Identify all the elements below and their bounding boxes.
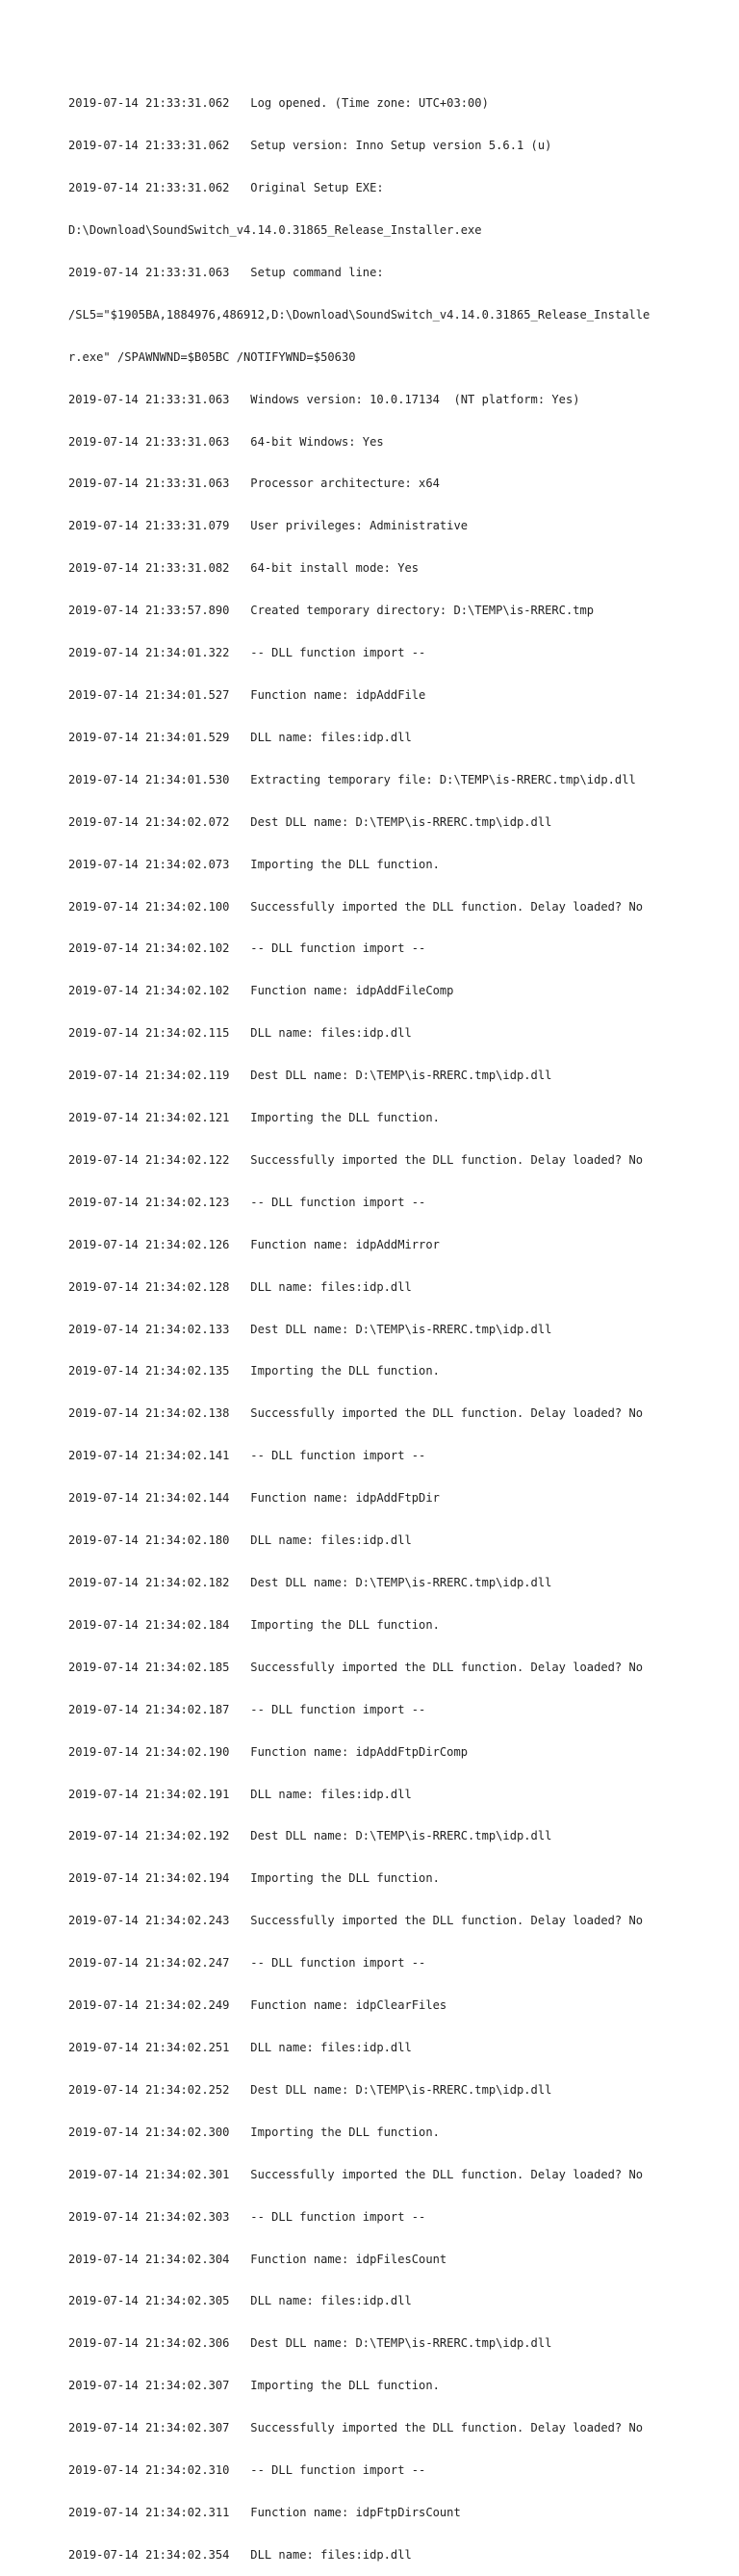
log-line: 2019-07-14 21:34:02.141 -- DLL function import -- (68, 1449, 426, 1463)
log-line: 2019-07-14 21:34:02.311 Function name: idpFtpDirsCount (68, 2505, 461, 2519)
log-line: 2019-07-14 21:34:02.123 -- DLL function import -- (68, 1195, 426, 1209)
log-line: 2019-07-14 21:34:02.102 Function name: idpAddFileComp (68, 984, 454, 998)
log-line: 2019-07-14 21:34:02.303 -- DLL function import -- (68, 2209, 426, 2224)
log-line: 2019-07-14 21:34:02.126 Function name: idpAddMirror (68, 1237, 440, 1251)
log-line: 2019-07-14 21:33:31.062 Original Setup EXE: (68, 181, 384, 195)
log-line: 2019-07-14 21:34:02.119 Dest DLL name: D:\TEMP\is-RRERC.tmp\idp.dll (68, 1069, 552, 1083)
log-text-block (68, 68, 684, 2576)
log-line: D:\Download\SoundSwitch_v4.14.0.31865_Release_Installer.exe (68, 223, 482, 237)
log-line: 2019-07-14 21:34:02.307 Successfully imported the DLL function. Delay loaded? No (68, 2421, 644, 2435)
log-line: 2019-07-14 21:34:01.322 -- DLL function import -- (68, 646, 426, 660)
log-line: 2019-07-14 21:33:31.063 Processor architecture: x64 (68, 477, 440, 491)
log-line: 2019-07-14 21:34:02.252 Dest DLL name: D:\TEMP\is-RRERC.tmp\idp.dll (68, 2082, 552, 2097)
log-line: 2019-07-14 21:33:31.063 Windows version: 10.0.17134 (NT platform: Yes) (68, 392, 580, 406)
log-line: 2019-07-14 21:34:01.527 Function name: idpAddFile (68, 687, 426, 702)
log-line: 2019-07-14 21:33:31.062 Setup version: Inno Setup version 5.6.1 (u) (68, 139, 552, 153)
log-line: 2019-07-14 21:33:31.079 User privileges: Administrative (68, 519, 469, 533)
log-line: 2019-07-14 21:34:01.530 Extracting temporary file: D:\TEMP\is-RRERC.tmp\idp.dll (68, 772, 636, 786)
log-line: 2019-07-14 21:34:02.307 Importing the DLL function. (68, 2379, 440, 2393)
log-line: 2019-07-14 21:34:02.144 Function name: idpAddFtpDir (68, 1491, 440, 1506)
log-line: 2019-07-14 21:34:02.133 Dest DLL name: D:\TEMP\is-RRERC.tmp\idp.dll (68, 1322, 552, 1336)
log-line: 2019-07-14 21:34:02.128 DLL name: files:idp.dll (68, 1279, 412, 1294)
log-line: 2019-07-14 21:33:31.082 64-bit install mode: Yes (68, 561, 420, 576)
log-line: 2019-07-14 21:34:02.192 Dest DLL name: D:\TEMP\is-RRERC.tmp\idp.dll (68, 1829, 552, 1843)
log-line: 2019-07-14 21:33:57.890 Created temporary directory: D:\TEMP\is-RRERC.tmp (68, 604, 595, 618)
log-line: 2019-07-14 21:34:02.190 Function name: idpAddFtpDirComp (68, 1744, 469, 1759)
log-line: /SL5="$1905BA,1884976,486912,D:\Download\SoundSwitch_v4.14.0.31865_Release_Installe (68, 307, 650, 322)
log-line: 2019-07-14 21:34:01.529 DLL name: files:idp.dll (68, 730, 412, 744)
log-line: 2019-07-14 21:34:02.185 Successfully imported the DLL function. Delay loaded? No (68, 1660, 644, 1674)
log-line: 2019-07-14 21:34:02.247 -- DLL function import -- (68, 1956, 426, 1971)
log-line: 2019-07-14 21:34:02.121 Importing the DLL function. (68, 1111, 440, 1125)
log-line: 2019-07-14 21:34:02.301 Successfully imported the DLL function. Delay loaded? No (68, 2167, 644, 2181)
log-line: 2019-07-14 21:34:02.310 -- DLL function import -- (68, 2463, 426, 2478)
log-line: 2019-07-14 21:34:02.072 Dest DLL name: D:\TEMP\is-RRERC.tmp\idp.dll (68, 814, 552, 829)
log-line: 2019-07-14 21:34:02.182 Dest DLL name: D:\TEMP\is-RRERC.tmp\idp.dll (68, 1576, 552, 1589)
log-line: 2019-07-14 21:34:02.251 DLL name: files:idp.dll (68, 2040, 412, 2054)
log-line: 2019-07-14 21:34:02.135 Importing the DLL function. (68, 1364, 440, 1378)
log-line: 2019-07-14 21:34:02.180 DLL name: files:idp.dll (68, 1533, 412, 1548)
log-line: 2019-07-14 21:34:02.194 Importing the DLL function. (68, 1871, 440, 1886)
log-line: 2019-07-14 21:33:31.063 64-bit Windows: Yes (68, 434, 384, 449)
log-line: 2019-07-14 21:34:02.122 Successfully imported the DLL function. Delay loaded? No (68, 1152, 644, 1167)
log-line: 2019-07-14 21:33:31.063 Setup command line: (68, 265, 384, 279)
log-line: 2019-07-14 21:34:02.191 DLL name: files:idp.dll (68, 1787, 412, 1801)
log-line: 2019-07-14 21:34:02.138 Successfully imported the DLL function. Delay loaded? No (68, 1406, 644, 1421)
log-line: 2019-07-14 21:33:31.062 Log opened. (Time zone: UTC+03:00) (68, 96, 489, 111)
log-line: r.exe" /SPAWNWND=$B05BC /NOTIFYWND=$50630 (68, 349, 356, 364)
log-line: 2019-07-14 21:34:02.073 Importing the DLL function. (68, 857, 440, 871)
log-line: 2019-07-14 21:34:02.354 DLL name: files:idp.dll (68, 2547, 412, 2562)
log-line: 2019-07-14 21:34:02.187 -- DLL function import -- (68, 1702, 426, 1716)
log-line: 2019-07-14 21:34:02.115 DLL name: files:idp.dll (68, 1026, 412, 1041)
log-line: 2019-07-14 21:34:02.249 Function name: idpClearFiles (68, 1998, 447, 2013)
log-line: 2019-07-14 21:34:02.102 -- DLL function import -- (68, 941, 426, 956)
log-line: 2019-07-14 21:34:02.305 DLL name: files:idp.dll (68, 2294, 412, 2308)
log-line: 2019-07-14 21:34:02.306 Dest DLL name: D:\TEMP\is-RRERC.tmp\idp.dll (68, 2336, 552, 2351)
log-line: 2019-07-14 21:34:02.100 Successfully imported the DLL function. Delay loaded? No (68, 899, 644, 914)
log-line: 2019-07-14 21:34:02.304 Function name: idpFilesCount (68, 2252, 447, 2266)
log-line: 2019-07-14 21:34:02.300 Importing the DLL function. (68, 2125, 440, 2139)
log-line: 2019-07-14 21:34:02.184 Importing the DLL function. (68, 1617, 440, 1632)
log-line: 2019-07-14 21:34:02.243 Successfully imported the DLL function. Delay loaded? No (68, 1914, 644, 1928)
